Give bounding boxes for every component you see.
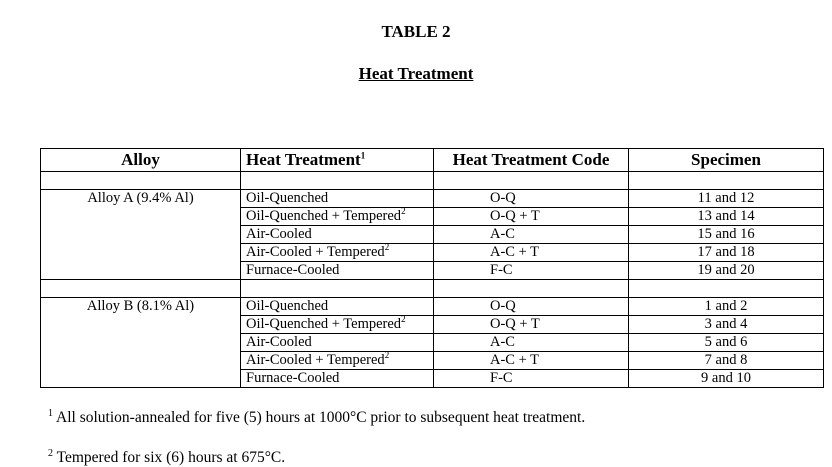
footnote-ref: 2 <box>401 206 406 217</box>
footnote-mark: 1 <box>48 407 53 419</box>
table-row <box>41 208 824 226</box>
spacer-row <box>41 280 824 298</box>
code-cell: F-C <box>434 262 629 280</box>
footnote-mark: 2 <box>48 447 53 459</box>
treatment-cell: Air-Cooled <box>241 226 434 244</box>
code-cell: A-C + T <box>434 352 629 370</box>
footnote-text: All solution-annealed for five (5) hours at 1000°C prior to subsequent heat treatment. <box>56 409 586 426</box>
header-specimen: Specimen <box>629 149 824 172</box>
table-row <box>41 370 824 388</box>
alloy-cell <box>41 208 241 226</box>
footnote-text: Tempered for six (6) hours at 675°C. <box>56 449 286 466</box>
header-row <box>41 149 824 172</box>
specimen-cell: 17 and 18 <box>629 244 824 262</box>
treatment-cell: Oil-Quenched <box>241 298 434 316</box>
specimen-cell: 9 and 10 <box>629 370 824 388</box>
code-cell: O-Q + T <box>434 316 629 334</box>
treatment-cell: Air-Cooled <box>241 334 434 352</box>
code-cell: O-Q <box>434 190 629 208</box>
alloy-cell <box>41 244 241 262</box>
specimen-cell: 5 and 6 <box>629 334 824 352</box>
code-cell: O-Q <box>434 298 629 316</box>
alloy-cell <box>41 262 241 280</box>
table-row <box>41 352 824 370</box>
treatment-cell: Oil-Quenched + Tempered$^2$ <box>241 208 434 226</box>
code-cell: A-C <box>434 334 629 352</box>
footnote-ref: 1 <box>360 150 366 161</box>
table-row <box>41 334 824 352</box>
treatment-cell: Oil-Quenched <box>241 190 434 208</box>
footnote-ref: 2 <box>384 242 390 253</box>
specimen-cell: 13 and 14 <box>629 208 824 226</box>
heat-treatment-table <box>40 148 824 388</box>
alloy-cell <box>41 316 241 334</box>
footnote-2 <box>48 449 285 467</box>
treatment-cell: Oil-Quenched + Tempered$^2$ <box>241 316 434 334</box>
table-row <box>41 244 824 262</box>
alloy-cell <box>41 370 241 388</box>
specimen-cell: 11 and 12 <box>629 190 824 208</box>
header-heat-treatment <box>241 149 434 172</box>
table-row <box>41 190 824 208</box>
alloy-cell: Alloy B (8.1% Al) <box>41 298 241 316</box>
code-cell: A-C + T <box>434 244 629 262</box>
alloy-cell <box>41 334 241 352</box>
alloy-cell <box>41 352 241 370</box>
treatment-cell: Air-Cooled + Tempered$^2$ <box>241 244 434 262</box>
alloy-cell <box>41 226 241 244</box>
treatment-cell: Air-Cooled + Tempered$^2$ <box>241 352 434 370</box>
table-row <box>41 298 824 316</box>
table-subtitle: Heat Treatment <box>358 64 474 83</box>
specimen-cell: 7 and 8 <box>629 352 824 370</box>
header-heat-treatment-code: Heat Treatment Code <box>434 149 629 172</box>
specimen-cell: 19 and 20 <box>629 262 824 280</box>
specimen-cell: 15 and 16 <box>629 226 824 244</box>
code-cell: O-Q + T <box>434 208 629 226</box>
header-alloy: Alloy <box>41 149 241 172</box>
treatment-cell: Furnace-Cooled <box>241 370 434 388</box>
table-row <box>41 226 824 244</box>
table-row <box>41 262 824 280</box>
specimen-cell: 3 and 4 <box>629 316 824 334</box>
code-cell: F-C <box>434 370 629 388</box>
specimen-cell: 1 and 2 <box>629 298 824 316</box>
footnote-1 <box>48 409 585 427</box>
table-title: TABLE 2 <box>381 22 451 41</box>
footnote-ref: 2 <box>401 314 406 325</box>
alloy-cell: Alloy A (9.4% Al) <box>41 190 241 208</box>
footnote-ref: 2 <box>384 350 390 361</box>
treatment-cell: Furnace-Cooled <box>241 262 434 280</box>
code-cell: A-C <box>434 226 629 244</box>
header-heat-treatment-label: Heat Treatment <box>246 150 361 169</box>
table-row <box>41 316 824 334</box>
spacer-row <box>41 172 824 190</box>
